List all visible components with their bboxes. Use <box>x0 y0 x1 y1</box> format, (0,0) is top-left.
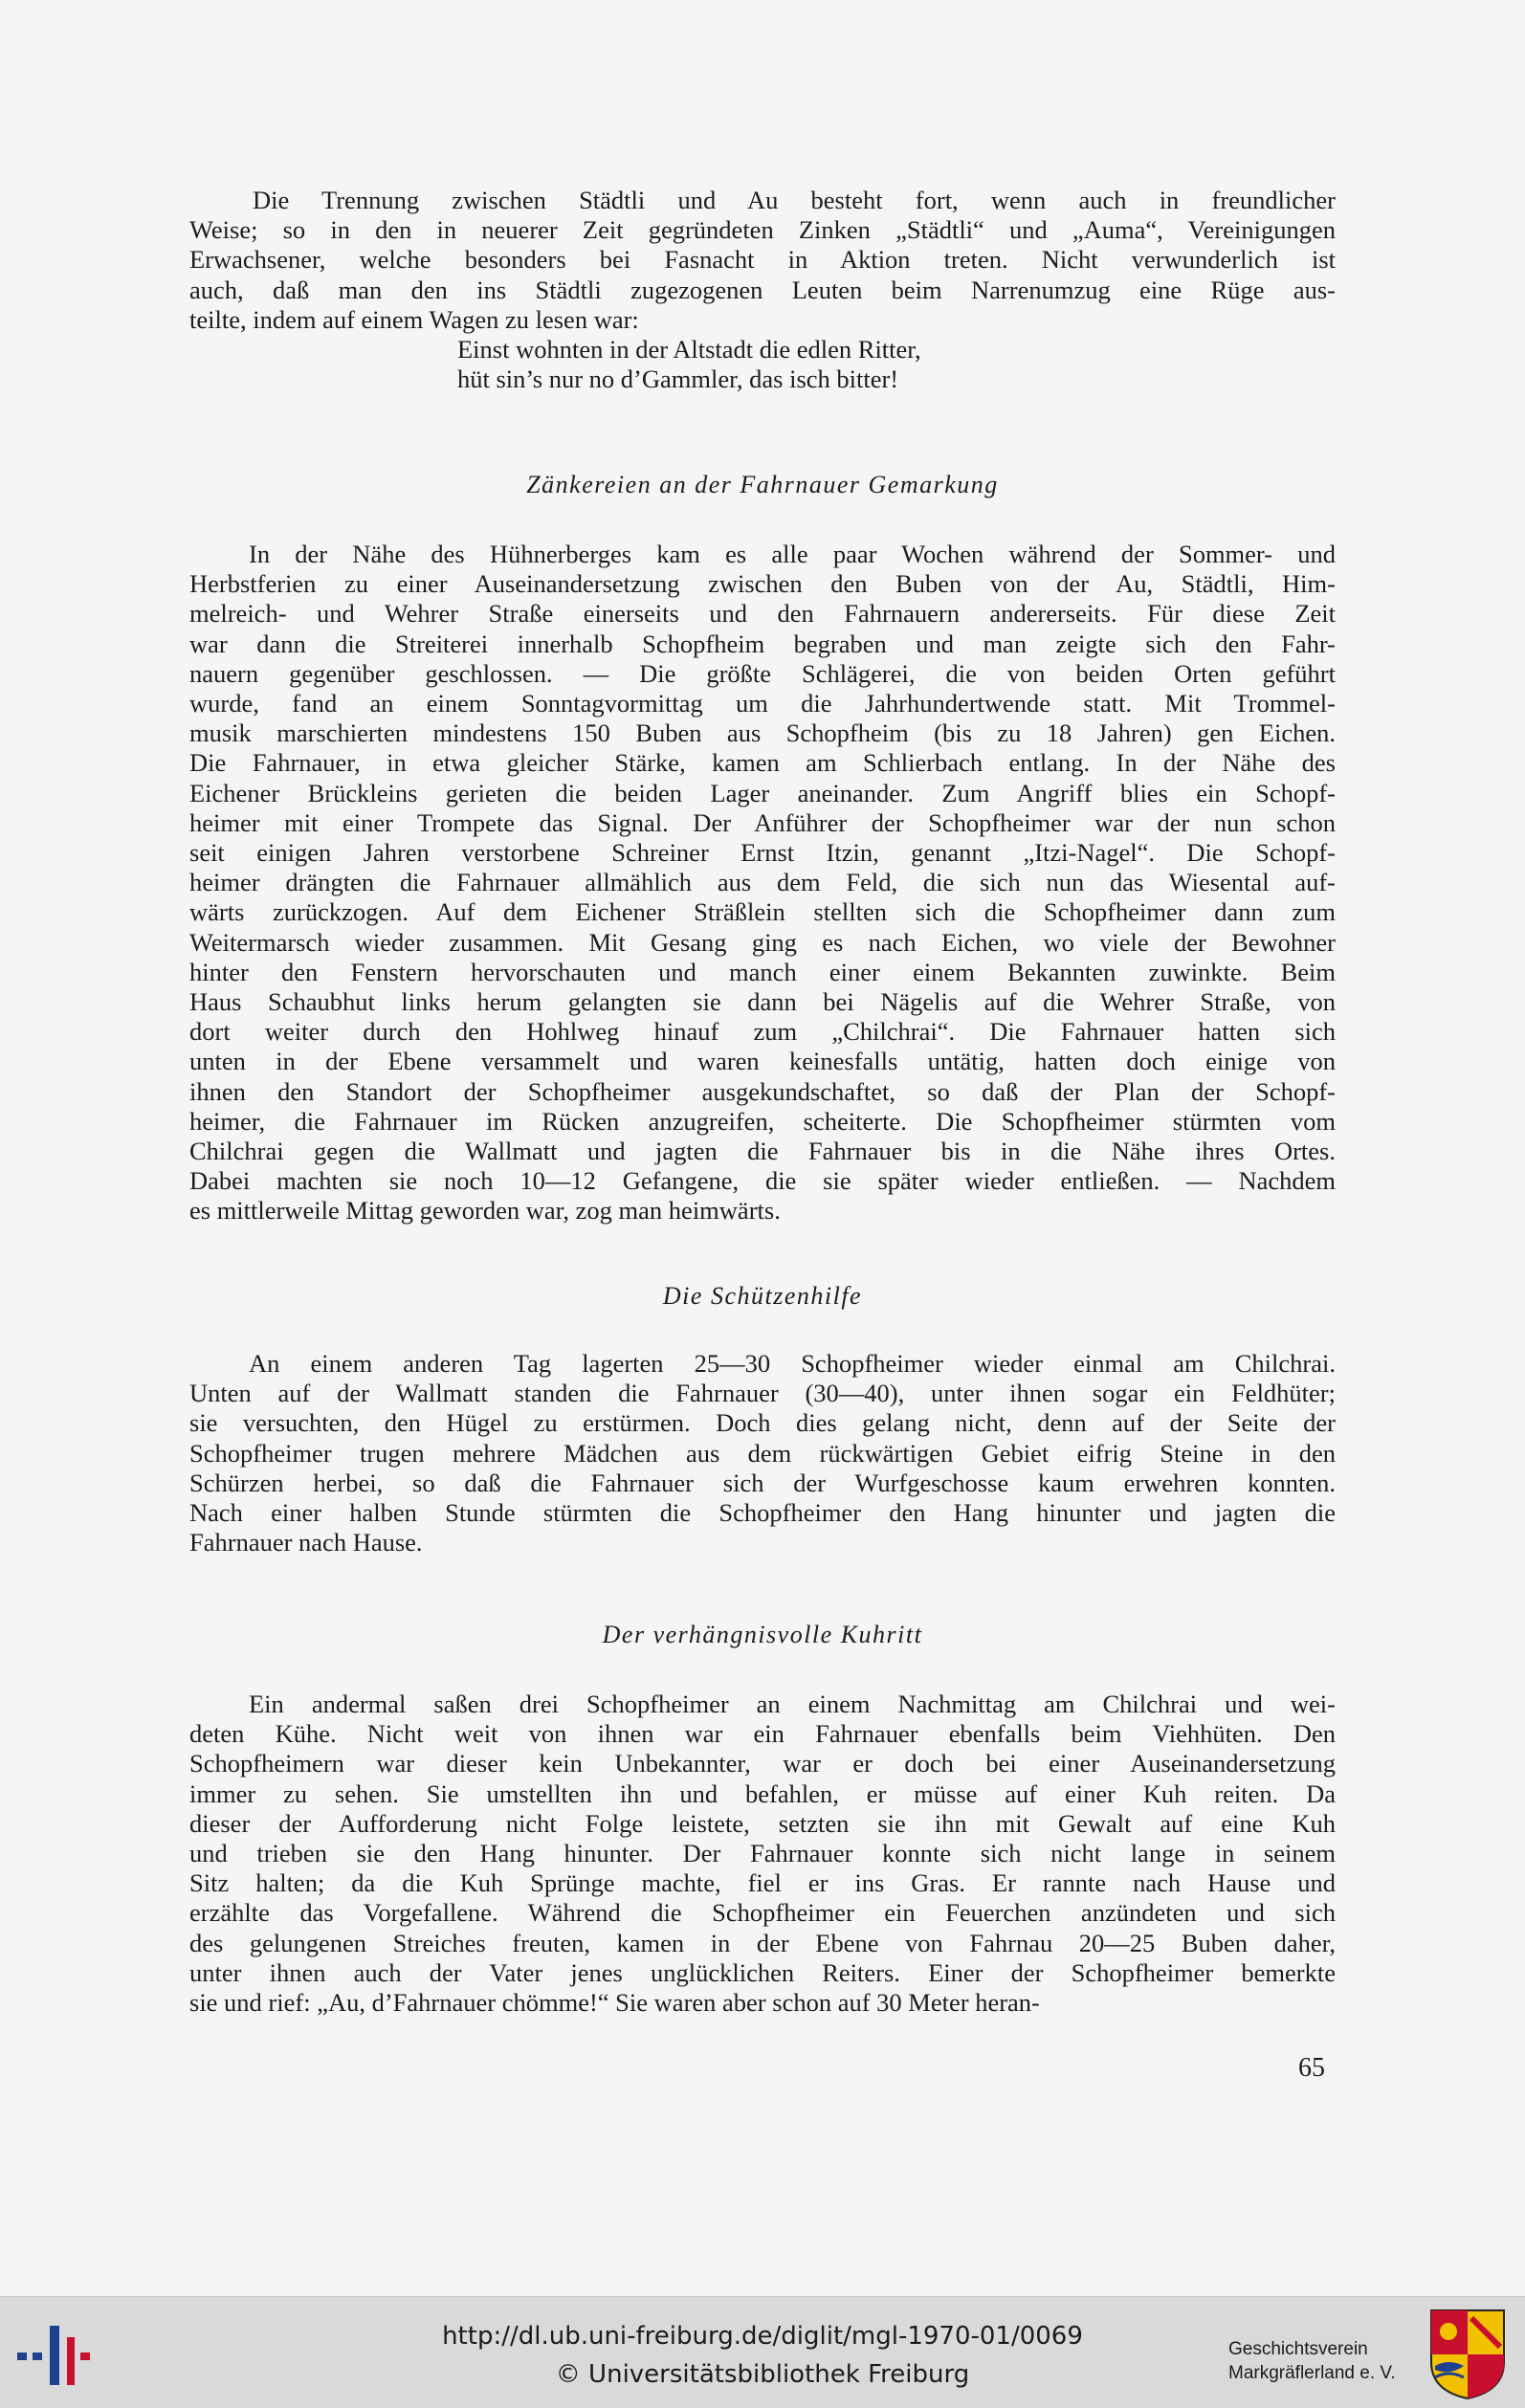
text-line: Schopfheimer trugen mehrere Mädchen aus dem rückwärtigen Gebiet eifrig Steine in den <box>189 1438 1336 1468</box>
text-line: Dabei machten sie noch 10—12 Gefangene, die sie später wieder entließen. — Nachdem <box>189 1166 1336 1196</box>
text-line: wärts zurückzogen. Auf dem Eichener Sträßlein stellten sich die Schopfheimer dann zum <box>189 897 1336 927</box>
society-line-1: Geschichtsverein <box>1228 2339 1368 2359</box>
text-line: melreich- und Wehrer Straße einerseits und den Fahrnauern andererseits. Für diese Zeit <box>189 599 1336 629</box>
section-1 <box>189 540 1336 1226</box>
text-line: Die Fahrnauer, in etwa gleicher Stärke, kamen am Schlierbach entlang. In der Nähe des <box>189 748 1336 778</box>
verse-line: hüt sin’s nur no d’Gammler, das isch bitter! <box>457 365 899 394</box>
text-line: Ein andermal saßen drei Schopfheimer an einem Nachmittag am Chilchrai und wei- <box>249 1690 1336 1718</box>
text-line: Fahrnauer nach Hause. <box>189 1528 423 1557</box>
text-line: Eichener Brückleins gerieten die beiden Lager aneinander. Zum Angriff blies ein Schopf- <box>189 778 1336 807</box>
footer-bar <box>0 2296 1525 2408</box>
text-line: teilte, indem auf einem Wagen zu lesen war: <box>189 304 639 334</box>
text-line: heimer mit einer Trompete das Signal. Der Anführer der Schopfheimer war der nun schon <box>189 807 1336 837</box>
section-3 <box>189 1690 1336 2018</box>
verse <box>457 335 921 394</box>
text-line: deten Kühe. Nicht weit von ihnen war ein Fahrnauer ebenfalls beim Viehhüten. Den <box>189 1719 1336 1749</box>
text-line: heimer drängten die Fahrnauer allmählich aus dem Feld, die sich nun das Wiesental auf- <box>189 868 1336 897</box>
text-line: seit einigen Jahren verstorbene Schreiner Ernst Itzin, genannt „Itzi-Nagel“. Die Schopf- <box>189 838 1336 868</box>
text-line: Schopfheimern war dieser kein Unbekannter, war er doch bei einer Auseinandersetzung <box>189 1749 1336 1778</box>
text-line: Die Trennung zwischen Städtli und Au besteht fort, wenn auch in freundlicher <box>253 186 1336 214</box>
verse-line: Einst wohnten in der Altstadt die edlen Ritter, <box>457 335 921 364</box>
footer-url-link[interactable]: http://dl.ub.uni-freiburg.de/diglit/mgl-1970-01/0069 <box>442 2322 1083 2351</box>
text-line: war dann die Streiterei innerhalb Schopfheim begraben und man zeigte sich den Fahr- <box>189 629 1336 658</box>
text-line: Chilchrai gegen die Wallmatt und jagten die Fahrnauer bis in die Nähe ihres Ortes. <box>189 1137 1336 1166</box>
society-name[interactable] <box>1228 2337 1396 2385</box>
text-line: Herbstferien zu einer Auseinandersetzung zwischen den Buben von der Au, Städtli, Him- <box>189 569 1336 599</box>
text-line: erzählte das Vorgefallene. Während die Schopfheimer ein Feuerchen anzündeten und sich <box>189 1898 1336 1928</box>
coat-of-arms-icon[interactable] <box>1429 2309 1506 2400</box>
footer-copyright: © Universitätsbibliothek Freiburg <box>555 2360 970 2389</box>
text-line: es mittlerweile Mittag geworden war, zog man heimwärts. <box>189 1196 781 1226</box>
society-line-2: Markgräflerland e. V. <box>1228 2363 1396 2383</box>
text-line: dieser der Aufforderung nicht Folge leistete, setzten sie ihn mit Gewalt auf eine Kuh <box>189 1808 1336 1838</box>
paragraph <box>189 1690 1336 2018</box>
text-line: heimer, die Fahrnauer im Rücken anzugreifen, scheiterte. Die Schopfheimer stürmten vom <box>189 1106 1336 1136</box>
page-number: 65 <box>1298 2053 1325 2083</box>
text-line: Schürzen herbei, so daß die Fahrnauer sich der Wurfgeschosse kaum erwehren konnten. <box>189 1468 1336 1497</box>
text-line: Erwachsener, welche besonders bei Fasnacht in Aktion treten. Nicht verwunderlich ist <box>189 245 1336 275</box>
text-line: nauern gegenüber geschlossen. — Die größte Schlägerei, die von beiden Orten geführt <box>189 658 1336 688</box>
text-line: An einem anderen Tag lagerten 25—30 Schopfheimer wieder einmal am Chilchrai. <box>249 1349 1336 1378</box>
text-line: Weise; so in den in neuerer Zeit gegründeten Zinken „Städtli“ und „Auma“, Vereinigungen <box>189 215 1336 245</box>
text-line: musik marschierten mindestens 150 Buben aus Schopfheim (bis zu 18 Jahren) gen Eichen. <box>189 718 1336 748</box>
section-heading-1: Zänkereien an der Fahrnauer Gemarkung <box>526 471 999 498</box>
paragraph <box>189 1349 1336 1557</box>
text-line: Nach einer halben Stunde stürmten die Schopfheimer den Hang hinunter und jagten die <box>189 1498 1336 1528</box>
section-2 <box>189 1349 1336 1557</box>
text-line: sie und rief: „Au, d’Fahrnauer chömme!“ Sie waren aber schon auf 30 Meter heran- <box>189 1988 1040 2018</box>
section-heading-3: Der verhängnisvolle Kuhritt <box>602 1621 923 1648</box>
text-line: auch, daß man den ins Städtli zugezogenen Leuten beim Narrenumzug eine Rüge aus- <box>189 275 1336 304</box>
text-line: immer zu sehen. Sie umstellten ihn und befahlen, er müsse auf einer Kuh reiten. Da <box>189 1778 1336 1808</box>
text-line: unten in der Ebene versammelt und waren keinesfalls untätig, hatten doch einige von <box>189 1047 1336 1076</box>
text-line: Sitz halten; da die Kuh Sprünge machte, fiel er ins Gras. Er rannte nach Hause und <box>189 1868 1336 1898</box>
text-line: des gelungenen Streiches freuten, kamen in der Ebene von Fahrnau 20—25 Buben daher, <box>189 1928 1336 1957</box>
paragraph <box>189 540 1336 1226</box>
text-line: sie versuchten, den Hügel zu erstürmen. Doch dies gelang nicht, denn auf der Seite der <box>189 1408 1336 1438</box>
text-line: hinter den Fenstern hervorschauten und manch einer einem Bekannten zuwinkte. Beim <box>189 957 1336 986</box>
text-line: In der Nähe des Hühnerberges kam es alle paar Wochen während der Sommer- und <box>249 540 1336 568</box>
text-line: Unten auf der Wallmatt standen die Fahrnauer (30—40), unter ihnen sogar ein Feldhüter; <box>189 1379 1336 1408</box>
text-line: Haus Schaubhut links herum gelangten sie dann bei Nägelis auf die Wehrer Straße, von <box>189 987 1336 1017</box>
section-heading-2: Die Schützenhilfe <box>662 1282 863 1310</box>
text-line: wurde, fand an einem Sonntagvormittag um die Jahrhundertwende statt. Mit Trommel- <box>189 689 1336 718</box>
text-line: und trieben sie den Hang hinunter. Der Fahrnauer konnte sich nicht lange in seinem <box>189 1839 1336 1868</box>
paragraph-intro <box>189 186 1336 335</box>
paragraph <box>189 186 1336 335</box>
text-line: Weitermarsch wieder zusammen. Mit Gesang ging es nach Eichen, wo viele der Bewohner <box>189 927 1336 957</box>
text-line: dort weiter durch den Hohlweg hinauf zum „Chilchrai“. Die Fahrnauer hatten sich <box>189 1017 1336 1047</box>
text-line: ihnen den Standort der Schopfheimer ausgekundschaftet, so daß der Plan der Schopf- <box>189 1076 1336 1106</box>
text-line: unter ihnen auch der Vater jenes unglücklichen Reiters. Einer der Schopfheimer bemerkte <box>189 1957 1336 1987</box>
